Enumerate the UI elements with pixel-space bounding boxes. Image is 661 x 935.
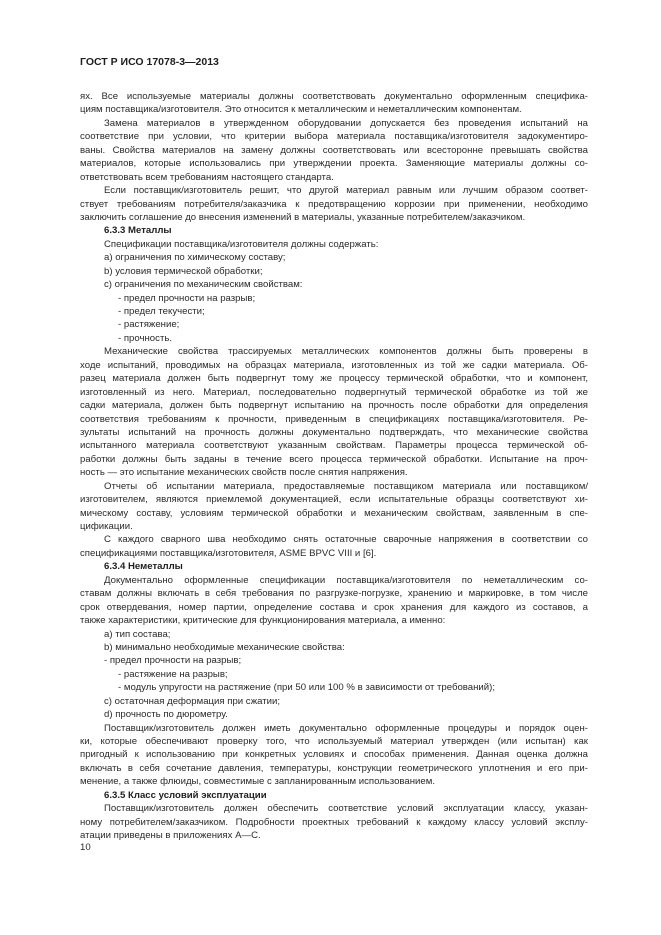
text-line: ходе испытаний, проводимых на образцах материала, изготовленных из той же садки материала. Об- [80,359,588,371]
text-line: - прочность. [118,332,173,344]
section-heading: 6.3.4 Неметаллы [104,561,183,573]
text-line: - предел прочности на разрыв; [118,292,256,304]
text-line: пригодный к использованию при конкретных условиях и способах применения. Данная оценка должна [80,749,588,761]
text-line: c) остаточная деформация при сжатии; [104,695,281,707]
text-line: ному потребителем/заказчиком. Подробности проектных требований к каждому классу условий эксплу- [80,816,588,828]
text-line: b) минимально необходимые механические свойства: [104,641,345,653]
text-line: ях. Все используемые материалы должны соответствовать документально оформленным специфика- [80,91,588,102]
text-line: цификации. [80,521,133,532]
text-line: срок отвердевания, номер партии, определение состава и срок хранения для каждого из составов, а [80,601,588,613]
text-line: Спецификации поставщика/изготовителя должны содержать: [104,238,379,250]
text-line: c) ограничения по механическим свойствам: [104,279,303,291]
text-line: - растяжение; [118,319,180,331]
text-line: испытанного материала соответствуют указанным свойствам. Параметры процесса термической об- [80,440,588,452]
text-line: заключить соглашение до внесения изменений в материалы, указанные потребителем/заказчиком. [80,211,526,223]
text-line: Замена материалов в утвержденном оборудовании допускается без проведения испытаний на [104,117,588,129]
text-line: включать в себя сочетание давления, температуры, конструкции геометрического уплотнения и его при- [80,762,588,774]
text-line: изготовителем, являются приемлемой документацией, если испытательные образцы соответствуют хи- [80,494,588,506]
text-line: Поставщик/изготовитель должен обеспечить соответствие условий эксплуатации классу, указан- [104,803,588,815]
text-line: также характеристики, критические для функционирования материала, а именно: [80,615,446,627]
text-line: ответствовать всем требованиям настоящего стандарта. [80,171,334,183]
text-line: Механические свойства трассируемых металлических компонентов должны быть проверены в [104,346,588,358]
section-heading: 6.3.3 Металлы [104,225,172,237]
text-line: С каждого сварного шва необходимо снять остаточные сварочные напряжения в соответствии со [104,534,588,546]
text-line: соответствие при условии, что критерии выбора материала поставщика/изготовителя задокументиро- [80,131,588,143]
text-line: садки материала, должен быть подвергнут испытанию на прочность после обработки для определения [80,400,588,412]
text-line: ность — это испытание механических свойств после снятия напряжения. [80,467,408,479]
text-line: соответствия требованиям к прочности, приведенным в спецификациях поставщика/изготовителя. Ре- [80,413,588,425]
text-line: Документально оформленные спецификации поставщика/изготовителя по неметаллическим со- [104,574,588,586]
text-line: циям поставщика/изготовителя. Это относится к металлическим и неметаллическим компонентам. [80,104,522,116]
text-line: ствует требованиям потребителя/заказчика к предотвращению коррозии при применении, необходимо [80,198,588,210]
text-line: зультаты испытаний на прочность должны документально подтверждать, что механические свойства [80,426,588,438]
text-line: Отчеты об испытании материала, предоставляемые поставщиком материала или поставщиком/ [104,480,588,492]
document-body [80,90,588,843]
text-line: изготовленный из него. Материал, последовательно подвергнутый термической обработке из той же [80,386,588,398]
text-line: работки должны быть заданы в течение всего процесса термической обработки. Испытание на проч- [80,453,588,465]
text-line: менение, а также флюиды, совместимые с запланированным использованием. [80,776,435,788]
section-heading: 6.3.5 Класс условий эксплуатации [104,789,267,801]
text-line: - предел прочности на разрыв; [104,655,242,667]
text-line: атации приведены в приложениях А—С. [80,830,261,842]
page-number: 10 [80,842,91,853]
text-line: d) прочность по дюрометру. [104,709,228,721]
text-line: - предел текучести; [118,306,205,317]
text-line: a) тип состава; [104,628,171,640]
text-line: материалов, которые использовались при утверждении проекта. Заменяющие материалы должны со- [80,158,588,170]
text-line: - модуль упругости на растяжение (при 50 или 100 % в зависимости от требований); [118,682,496,694]
text-line: - растяжение на разрыв; [118,668,228,680]
text-line: Поставщик/изготовитель должен иметь документально оформленные процедуры и порядок оцен- [104,722,588,734]
text-line: a) ограничения по химическому составу; [104,252,286,264]
text-line: b) условия термической обработки; [104,265,263,277]
text-line: мическому составу, условиям термической обработки и механическим свойствам, заявленным в спе- [80,507,588,519]
text-line: ки, которые обеспечивают проверку того, что используемый материал утвержден (или испытан) как [80,736,588,747]
text-line: ваны. Свойства материалов на замену должны соответствовать или всесторонне превышать свойства [80,144,588,156]
text-line: спецификациями поставщика/изготовителя, ASME BPVC VIII и [6]. [80,547,377,559]
document-header: ГОСТ Р ИСО 17078-3—2013 [80,56,219,68]
text-line: разец материала должен быть подвергнут тому же процессу термической обработки, что и компонент, [80,373,588,385]
text-line: Если поставщик/изготовитель решит, что другой материал равным или лучшим образом соответ- [104,185,588,197]
text-line: ставам должны включать в себя требования по разгрузке-погрузке, хранению и маркировке, в том числе [80,588,588,600]
